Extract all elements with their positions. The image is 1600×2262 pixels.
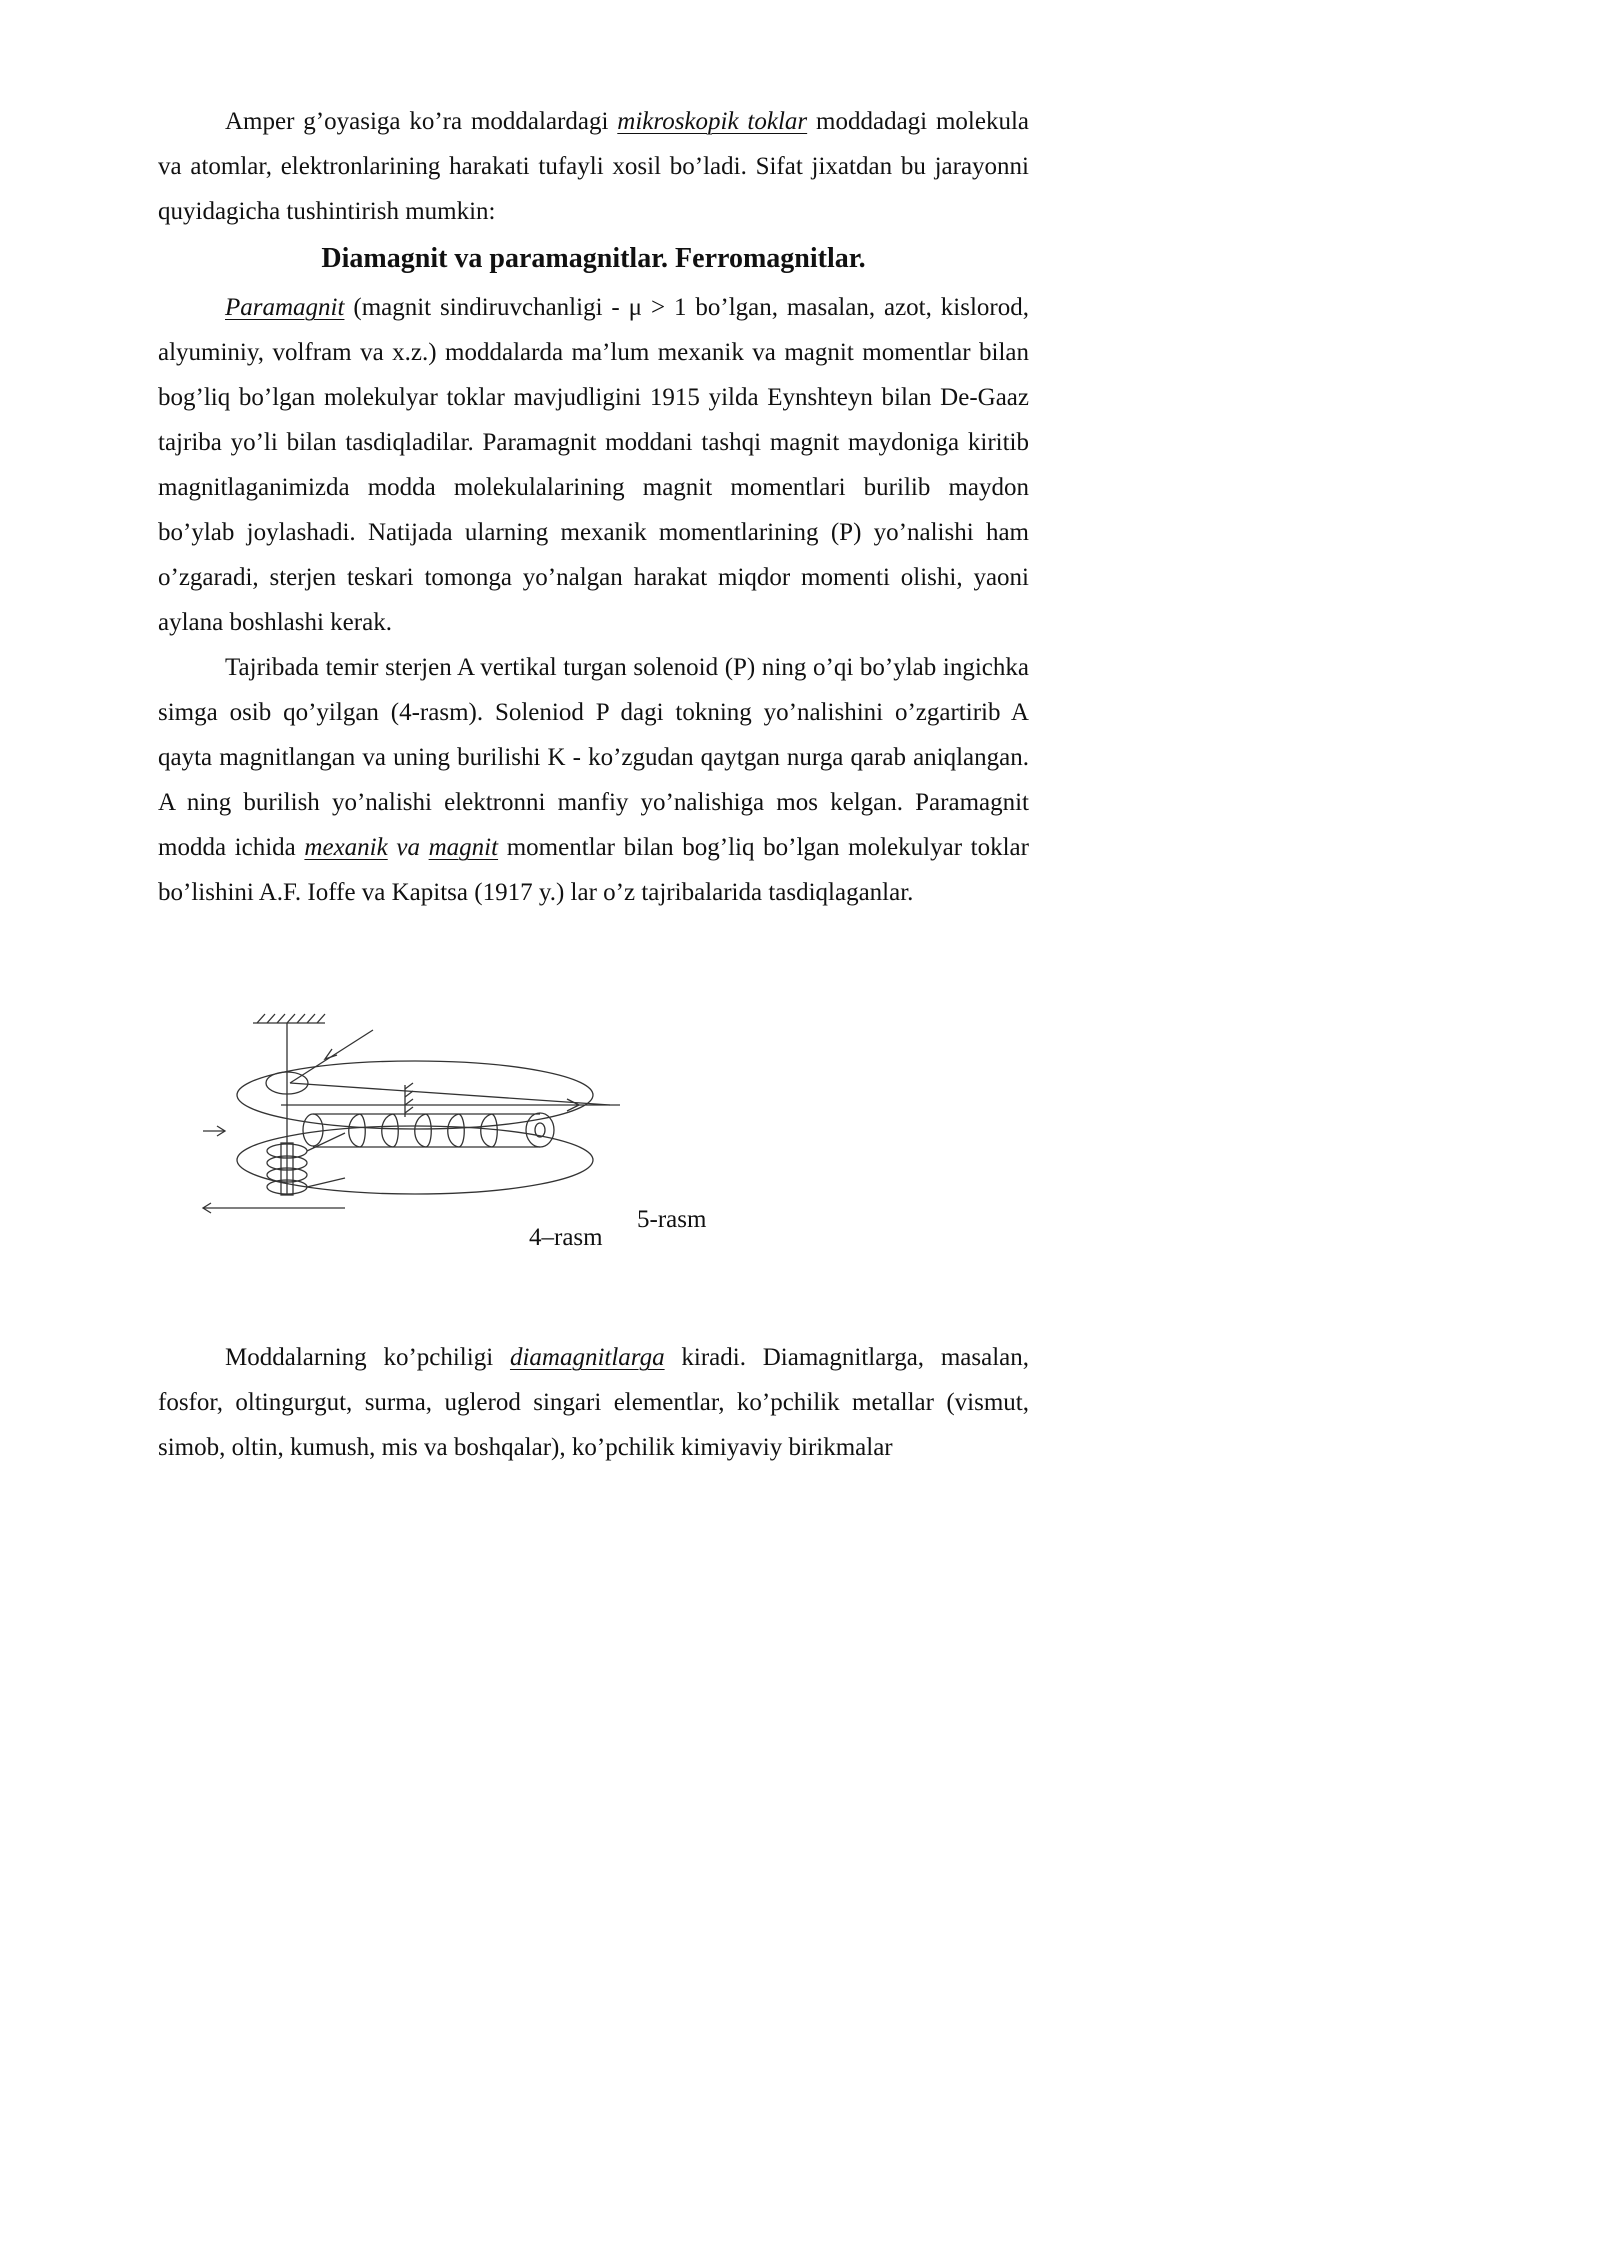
- paragraph-ampere-hypothesis: [158, 99, 1029, 234]
- tube-support-hatching: [405, 1083, 413, 1113]
- paragraph-4-part-1: Moddalarning ko’pchiligi: [225, 1344, 510, 1371]
- figure-caption-4: 4–rasm: [529, 1224, 603, 1251]
- tube-left-end: [303, 1114, 323, 1146]
- term-mexanik: mexanik: [304, 834, 388, 861]
- term-magnit: magnit: [428, 834, 499, 861]
- term-paramagnit: Paramagnit: [225, 294, 345, 321]
- paragraph-3-part-1: Tajribada temir sterjen A vertikal turgan solenoid (P) ning o’qi bo’ylab ingichka simga osib qo’yilgan (4-rasm). Soleniod P dagi tokning yo’nalishini o’zgartirib A qayta magnitlangan va uning burilishi K - ko’zgudan qaytgan nurga qarab aniqlangan. A ning burilish yo’nalishi elektronni manfiy yo’nalishiga mos kelgan. Paramagnit modda ichida: [158, 654, 1029, 861]
- experiment-diagram: [195, 1005, 635, 1220]
- tube-right-end: [526, 1113, 554, 1147]
- paragraph-3-part-2: momentlar bilan bog’liq bo’lgan molekulyar toklar bo’lishini A.F. Ioffe va Kapitsa (1917 y.) lar o’z tajribalarida tasdiqlaganlar.: [158, 834, 1029, 906]
- paragraph-paramagnit: [158, 285, 1029, 645]
- paragraph-1-part-2: moddadagi molekula va atomlar, elektronlarining harakati tufayli xosil bo’ladi. Sifat jixatdan bu jarayonni quyidagicha tushintirish mumkin:: [158, 108, 1030, 225]
- tube-coil-loops: [349, 1114, 498, 1147]
- reflected-ray: [290, 1083, 610, 1105]
- term-mikroskopik-toklar: mikroskopik toklar: [617, 108, 808, 135]
- main-text-block: [158, 285, 1029, 915]
- closing-text-block: [158, 1335, 1029, 1470]
- figure-caption-5: 5-rasm: [637, 1206, 707, 1233]
- tube-right-inner: [535, 1123, 545, 1137]
- coil-lead-lower: [307, 1178, 345, 1187]
- document-page: [0, 0, 1100, 1556]
- intro-text-block: [158, 99, 1029, 234]
- paragraph-experiment: [158, 645, 1029, 915]
- field-ellipse-upper: [237, 1061, 593, 1129]
- section-heading: Diamagnit va paramagnitlar. Ferromagnitlar.: [321, 243, 866, 274]
- term-diamagnitlarga: diamagnitlarga: [509, 1344, 665, 1371]
- coil-lead-upper: [307, 1133, 345, 1151]
- ceiling-hatching: [257, 1014, 325, 1023]
- paragraph-3-conjunction: va: [387, 834, 429, 861]
- paragraph-4-part-2: kiradi. Diamagnitlarga, masalan, fosfor, oltingurgut, surma, uglerod singari elementlar, ko’pchilik metallar (vismut, simob, oltin, kumush, mis va boshqalar), ko’pchilik kimiyaviy birikmalar: [158, 1344, 1030, 1461]
- paragraph-diamagnit: [158, 1335, 1029, 1470]
- paragraph-2-part-1: (magnit sindiruvchanligi - μ > 1 bo’lgan, masalan, azot, kislorod, alyuminiy, volfram va x.z.) moddalarda ma’lum mexanik va magnit momentlar bilan bog’liq bo’lgan molekulyar toklar mavjudligini 1915 yilda Eynshteyn bilan De-Gaaz tajriba yo’li bilan tasdiqladilar. Paramagnit moddani tashqi magnit maydoniga kiritib magnitlaganimizda modda molekulalarining magnit momentlari burilib maydon bo’ylab joylashadi. Natijada ularning mexanik momentlarining (P) yo’nalishi ham o’zgaradi, sterjen teskari tomonga yo’nalgan harakat miqdor momenti olishi, yaoni aylana boshlashi kerak.: [158, 294, 1029, 636]
- paragraph-1-part-1: Amper g’oyasiga ko’ra moddalardagi: [225, 108, 618, 135]
